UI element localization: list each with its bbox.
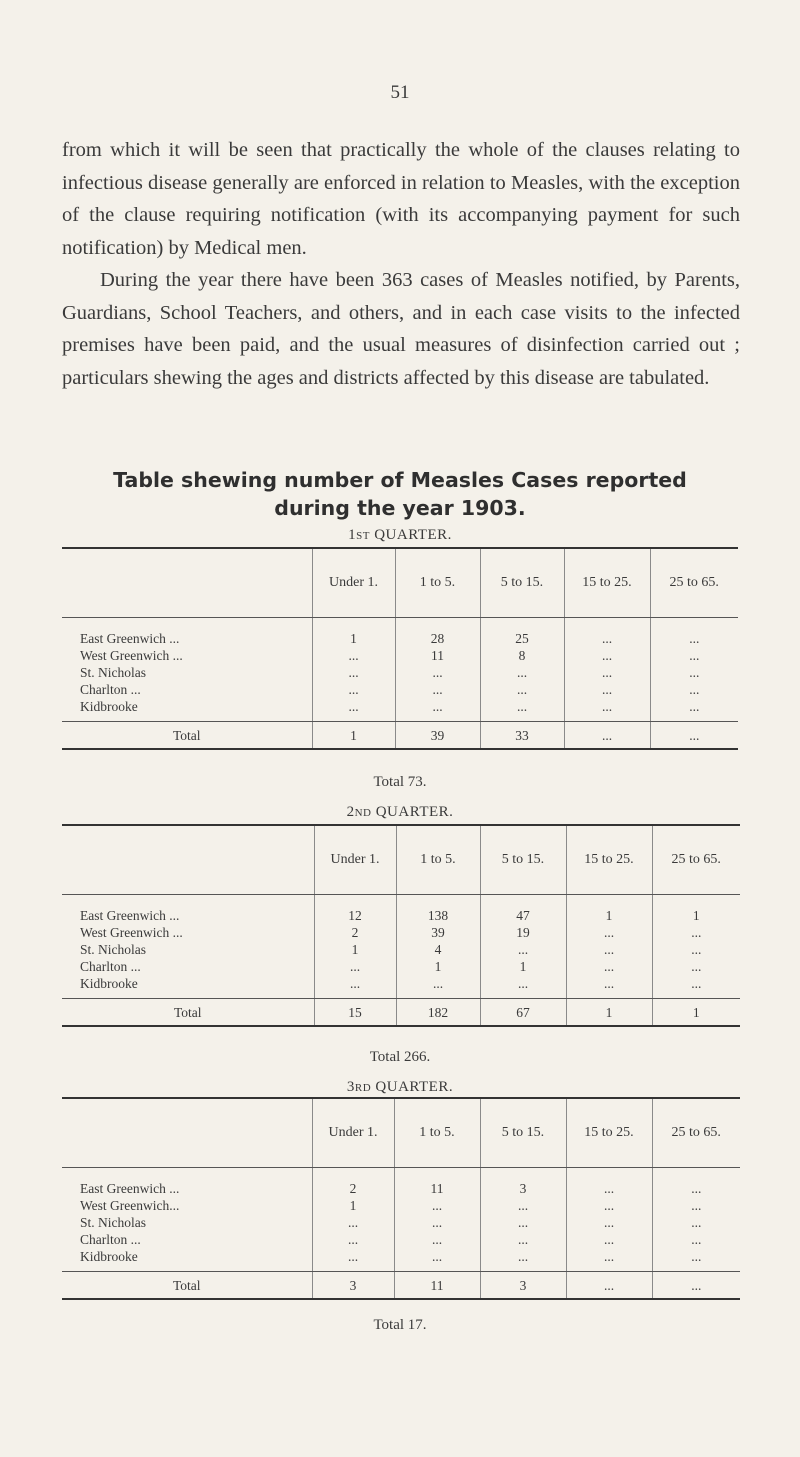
cell: ... (652, 1214, 740, 1231)
total-cell: 1 (566, 999, 652, 1027)
col-header: 5 to 15. (480, 1098, 566, 1168)
cell: ... (564, 698, 650, 722)
col-header: 1 to 5. (395, 548, 480, 618)
cell: ... (480, 698, 564, 722)
paragraph-measles-notified: During the year there have been 363 cases of Measles notified, by Parents, Guardians, School Teachers, and others, and in each case visits to the infected premises have been paid, and the usual measures of disinfection carried out ; particulars shewing the ages and districts affected by this disease are tabulated. (62, 269, 740, 389)
cell: ... (566, 1197, 652, 1214)
cell: ... (312, 647, 395, 664)
cell: 25 (480, 618, 564, 648)
total-cell: 11 (394, 1272, 480, 1300)
total-label: Total (62, 999, 314, 1027)
col-header: 5 to 15. (480, 548, 564, 618)
table-header-row (62, 1098, 740, 1168)
quarter-heading-2 (0, 804, 800, 821)
col-header: 25 to 65. (652, 825, 740, 895)
district-header (62, 1098, 312, 1168)
col-header: 5 to 15. (480, 825, 566, 895)
total-cell: 3 (312, 1272, 394, 1300)
quarter-word: QUARTER. (375, 804, 454, 820)
cell: ... (312, 664, 395, 681)
table-row (62, 958, 740, 975)
cell: ... (394, 1197, 480, 1214)
total-row (62, 999, 740, 1027)
cell: 1 (566, 895, 652, 925)
col-header: 15 to 25. (566, 1098, 652, 1168)
cell: ... (480, 1214, 566, 1231)
quarter-ordinal-suffix: RD (354, 1082, 372, 1094)
table-row (62, 1231, 740, 1248)
cell: 11 (394, 1168, 480, 1198)
col-header: Under 1. (314, 825, 396, 895)
table-header-row (62, 825, 740, 895)
cell: ... (652, 924, 740, 941)
total-cell: 1 (652, 999, 740, 1027)
total-label: Total (62, 722, 312, 750)
district-label: West Greenwich ... (80, 648, 183, 663)
total-cell: 1 (312, 722, 395, 750)
district-label: St. Nicholas (80, 942, 146, 957)
cell: ... (650, 647, 738, 664)
cell: ... (312, 1231, 394, 1248)
table-row (62, 681, 738, 698)
quarter-grand-total-1: Total 73. (373, 774, 427, 790)
cell: ... (394, 1231, 480, 1248)
page-number: 51 (390, 82, 410, 103)
cell: ... (566, 1248, 652, 1272)
cell: ... (394, 1214, 480, 1231)
table-title-line1: Table shewing number of Measles Cases reported (113, 468, 687, 492)
district-label: East Greenwich ... (80, 908, 180, 923)
cell: 28 (395, 618, 480, 648)
table-row (62, 941, 740, 958)
cell: ... (394, 1248, 480, 1272)
cell: ... (566, 924, 652, 941)
paragraph-intro: from which it will be seen that practically the whole of the clauses relating to infectious disease generally are enforced in relation to Measles, with the exception of the clause requiring notification (with its accompanying payment for such notification) by Medical men. (62, 139, 740, 259)
col-header: 15 to 25. (566, 825, 652, 895)
total-cell: 15 (314, 999, 396, 1027)
cell: ... (650, 618, 738, 648)
quarter-table-3 (62, 1097, 740, 1300)
total-cell: 3 (480, 1272, 566, 1300)
cell: ... (314, 975, 396, 999)
cell: ... (396, 975, 480, 999)
cell: ... (652, 1197, 740, 1214)
cell: 1 (480, 958, 566, 975)
quarter-table-1 (62, 547, 738, 750)
col-header: Under 1. (312, 1098, 394, 1168)
cell: ... (564, 618, 650, 648)
district-label: Kidbrooke (62, 698, 312, 722)
table-row (62, 698, 738, 722)
cell: ... (480, 1231, 566, 1248)
total-cell: 33 (480, 722, 564, 750)
table-header-row (62, 548, 738, 618)
cell: 2 (314, 924, 396, 941)
table-row (62, 647, 738, 664)
district-label: East Greenwich ... (80, 631, 180, 646)
quarter-word: QUARTER. (375, 1079, 454, 1095)
cell: ... (312, 698, 395, 722)
quarter-word: QUARTER. (374, 527, 452, 543)
cell: ... (652, 1248, 740, 1272)
quarter-number: 2ND (346, 804, 372, 820)
cell: ... (652, 958, 740, 975)
cell: 2 (312, 1168, 394, 1198)
cell: ... (650, 664, 738, 681)
cell: ... (566, 1168, 652, 1198)
table-row (62, 895, 740, 925)
table-row (62, 1248, 740, 1272)
cell: ... (652, 975, 740, 999)
quarter-heading-1 (0, 527, 800, 544)
district-label: St. Nicholas (80, 1215, 146, 1230)
cell: ... (566, 1231, 652, 1248)
quarter-table-2 (62, 824, 740, 1027)
cell: ... (650, 698, 738, 722)
district-label: Kidbrooke (62, 1248, 312, 1272)
total-row (62, 1272, 740, 1300)
district-label: East Greenwich ... (80, 1181, 180, 1196)
quarter-grand-total-2: Total 266. (369, 1049, 431, 1065)
district-label: Charlton ... (80, 959, 141, 974)
district-header (62, 548, 312, 618)
cell: 1 (396, 958, 480, 975)
cell: ... (312, 681, 395, 698)
total-cell: 39 (395, 722, 480, 750)
quarter-ordinal-suffix: ST (356, 530, 370, 542)
district-label: St. Nicholas (80, 665, 146, 680)
cell: ... (395, 664, 480, 681)
district-label: Charlton ... (80, 682, 141, 697)
district-label: Kidbrooke (62, 975, 314, 999)
district-label: Charlton ... (80, 1232, 141, 1247)
cell: ... (566, 1214, 652, 1231)
cell: ... (652, 1231, 740, 1248)
col-header: 1 to 5. (396, 825, 480, 895)
cell: ... (480, 941, 566, 958)
cell: ... (480, 975, 566, 999)
cell: 3 (480, 1168, 566, 1198)
cell: ... (652, 941, 740, 958)
quarter-heading-3 (0, 1079, 800, 1096)
table-row (62, 618, 738, 648)
quarter-ordinal-suffix: ND (354, 807, 372, 819)
quarter-grand-total-3: Total 17. (373, 1317, 427, 1333)
cell: ... (564, 681, 650, 698)
cell: 1 (312, 618, 395, 648)
total-cell: ... (566, 1272, 652, 1300)
district-label: West Greenwich... (80, 1198, 180, 1213)
cell: 11 (395, 647, 480, 664)
table-row (62, 1214, 740, 1231)
cell: ... (650, 681, 738, 698)
col-header: 25 to 65. (650, 548, 738, 618)
total-label: Total (62, 1272, 312, 1300)
cell: 8 (480, 647, 564, 664)
cell: ... (566, 941, 652, 958)
cell: ... (480, 664, 564, 681)
cell: 19 (480, 924, 566, 941)
cell: ... (564, 647, 650, 664)
cell: 4 (396, 941, 480, 958)
total-cell: ... (652, 1272, 740, 1300)
total-row (62, 722, 738, 750)
cell: ... (652, 1168, 740, 1198)
cell: 1 (652, 895, 740, 925)
total-cell: ... (650, 722, 738, 750)
total-cell: 182 (396, 999, 480, 1027)
cell: ... (480, 1197, 566, 1214)
total-cell: 67 (480, 999, 566, 1027)
cell: ... (312, 1248, 394, 1272)
table-row (62, 924, 740, 941)
cell: ... (566, 958, 652, 975)
table-row (62, 1168, 740, 1198)
cell: ... (395, 698, 480, 722)
table-row (62, 1197, 740, 1214)
cell: ... (314, 958, 396, 975)
col-header: 1 to 5. (394, 1098, 480, 1168)
cell: 1 (314, 941, 396, 958)
table-title (40, 466, 760, 522)
table-title-line2: during the year 1903. (274, 496, 526, 520)
cell: ... (480, 1248, 566, 1272)
quarter-number: 1ST (348, 527, 370, 543)
total-cell: ... (564, 722, 650, 750)
cell: ... (395, 681, 480, 698)
table-row (62, 975, 740, 999)
quarter-number: 3RD (346, 1079, 372, 1095)
col-header: Under 1. (312, 548, 395, 618)
col-header: 25 to 65. (652, 1098, 740, 1168)
cell: ... (480, 681, 564, 698)
cell: 47 (480, 895, 566, 925)
cell: ... (564, 664, 650, 681)
cell: 39 (396, 924, 480, 941)
col-header: 15 to 25. (564, 548, 650, 618)
cell: 1 (312, 1197, 394, 1214)
cell: ... (566, 975, 652, 999)
district-header (62, 825, 314, 895)
cell: 138 (396, 895, 480, 925)
cell: ... (312, 1214, 394, 1231)
cell: 12 (314, 895, 396, 925)
district-label: West Greenwich ... (80, 925, 183, 940)
table-row (62, 664, 738, 681)
